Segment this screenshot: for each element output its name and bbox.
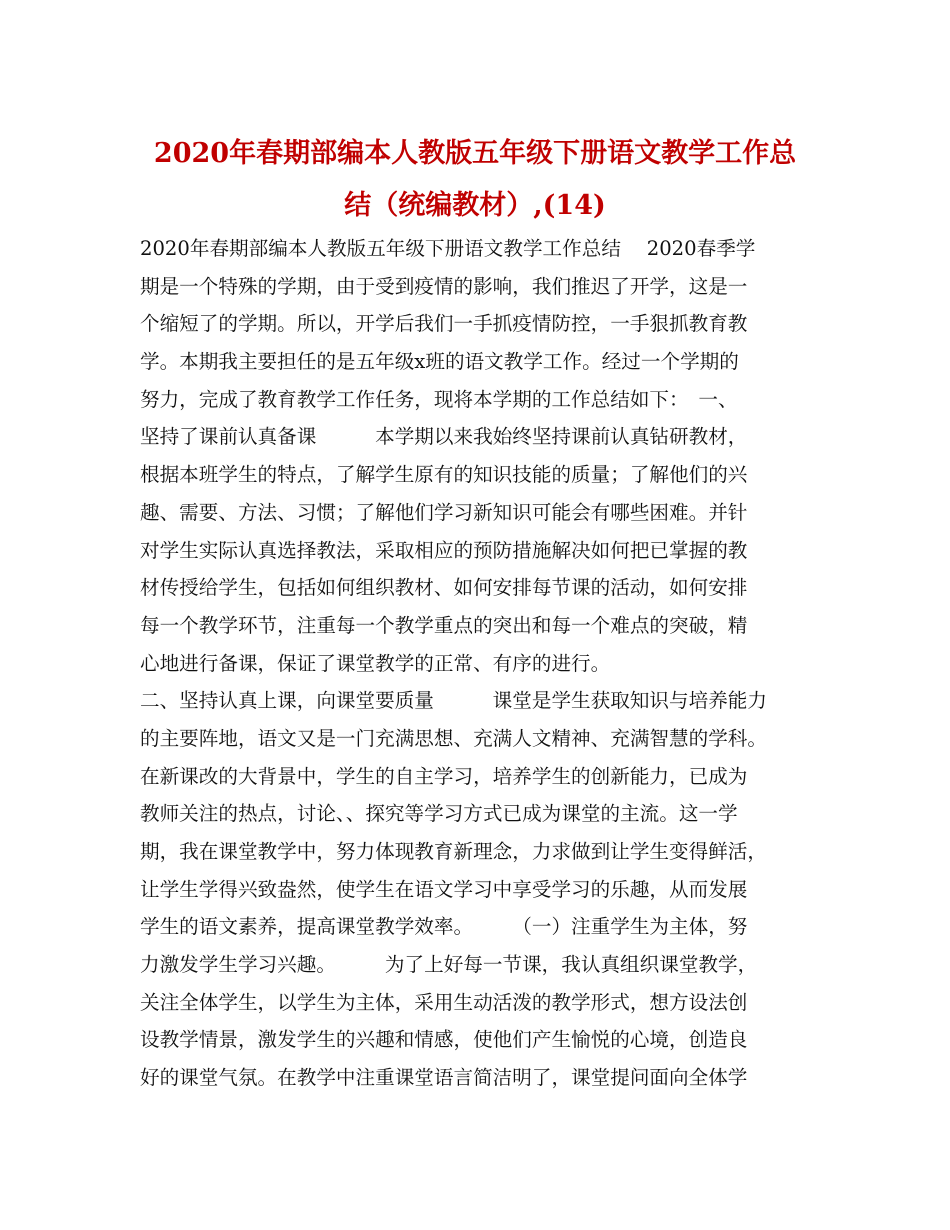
body-text-line: 对学生实际认真选择教法，采取相应的预防措施解决如何把已掌握的教 <box>140 538 748 562</box>
body-text-line: 心地进行备课，保证了课堂教学的正常、有序的进行。 <box>140 651 611 675</box>
body-text-line: 努力，完成了教育教学工作任务，现将本学期的工作总结如下： 一、 <box>140 387 738 411</box>
body-text-line: 二、坚持认真上课，向课堂要质量 课堂是学生获取知识与培养能力 <box>140 689 767 713</box>
body-text-line: 材传授给学生，包括如何组织教材、如何安排每节课的活动，如何安排 <box>140 576 748 600</box>
body-text-line: 设教学情景，激发学生的兴趣和情感，使他们产生愉悦的心境，创造良 <box>140 1028 748 1052</box>
body-text-line: 期是一个特殊的学期，由于受到疫情的影响，我们推迟了开学，这是一 <box>140 274 748 298</box>
body-text-line: 让学生学得兴致盎然，使学生在语文学习中享受学习的乐趣，从而发展 <box>140 877 748 901</box>
document-title <box>120 128 830 232</box>
body-text-line: 学生的语文素养，提高课堂教学效率。 （一）注重学生为主体，努 <box>140 915 748 939</box>
body-text-line: 2020年春期部编本人教版五年级下册语文教学工作总结 2020春季学 <box>140 237 756 260</box>
body-text-line: 期，我在课堂教学中，努力体现教育新理念，力求做到让学生变得鲜活， <box>140 840 767 863</box>
body-text-line: 每一个教学环节，注重每一个教学重点的突出和每一个难点的突破，精 <box>140 613 748 637</box>
body-text-line: 在新课改的大背景中，学生的自主学习，培养学生的创新能力，已成为 <box>140 764 748 788</box>
body-text-line: 的主要阵地，语文又是一门充满思想、充满人文精神、充满智慧的学科。 <box>140 726 767 750</box>
title-line-1: 2020年春期部编本人教版五年级下册语文教学工作总 <box>153 138 797 169</box>
title-line-2: 结（统编教材）,(14) <box>344 190 606 221</box>
body-text-line: 好的课堂气氛。在教学中注重课堂语言简洁明了，课堂提问面向全体学 <box>140 1066 748 1090</box>
body-text-line: 学。本期我主要担任的是五年级x班的语文教学工作。经过一个学期的 <box>140 350 739 374</box>
body-text-line: 根据本班学生的特点，了解学生原有的知识技能的质量；了解他们的兴 <box>140 463 748 487</box>
document-body <box>140 230 830 1097</box>
body-text-line: 个缩短了的学期。所以，开学后我们一手抓疫情防控，一手狠抓教育教 <box>140 312 748 336</box>
body-text-line: 力激发学生学习兴趣。 为了上好每一节课，我认真组织课堂教学， <box>140 953 758 977</box>
body-text-line: 关注全体学生，以学生为主体，采用生动活泼的教学形式，想方设法创 <box>140 990 748 1014</box>
body-text-line: 趣、需要、方法、习惯；了解他们学习新知识可能会有哪些困难。并针 <box>140 500 748 524</box>
body-text-line: 教师关注的热点，讨论、、探究等学习方式已成为课堂的主流。这一学 <box>140 802 738 826</box>
body-text-line: 坚持了课前认真备课 本学期以来我始终坚持课前认真钻研教材， <box>140 425 748 449</box>
